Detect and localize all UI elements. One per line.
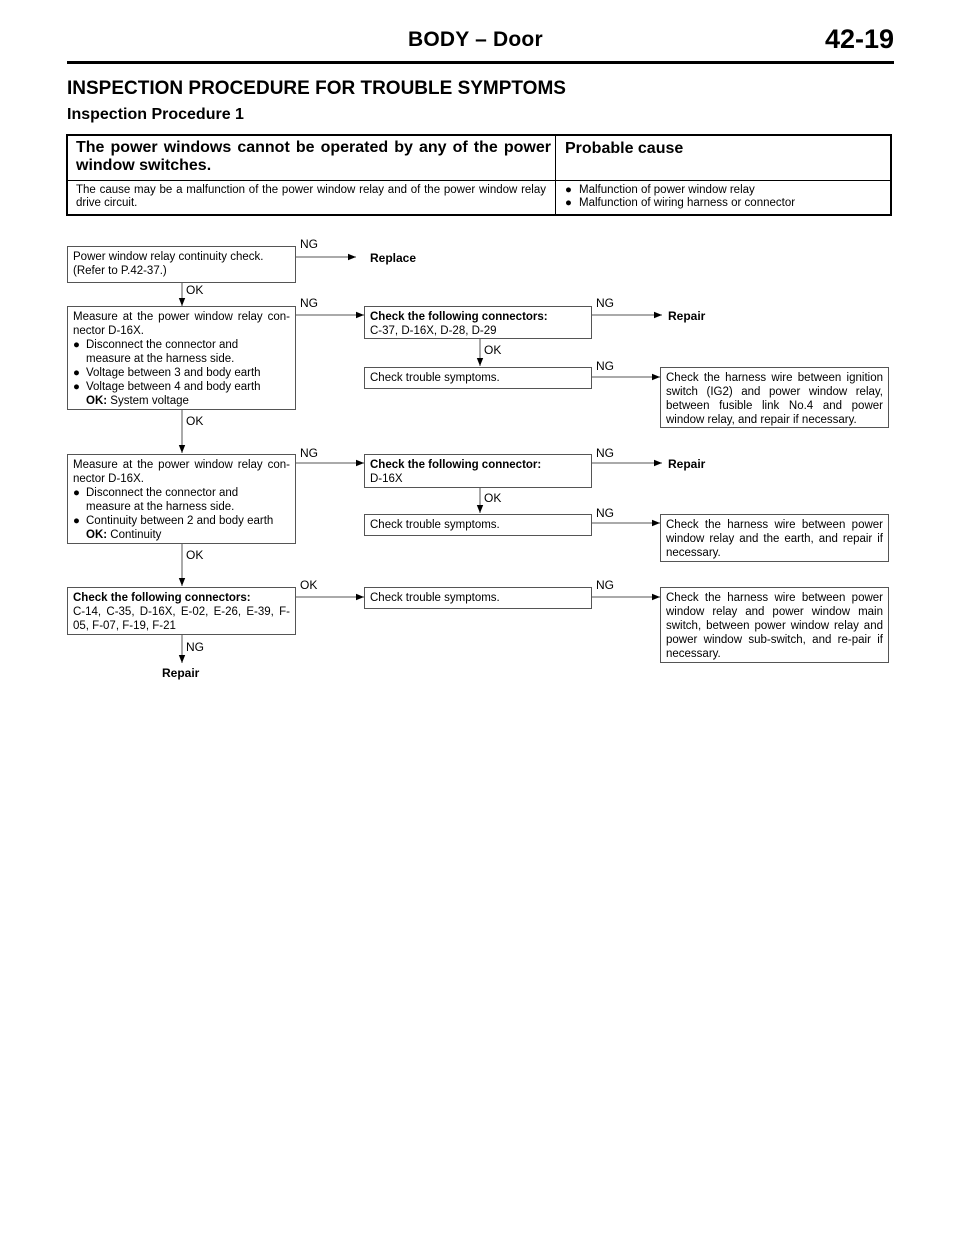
ng-label: NG bbox=[596, 578, 614, 592]
page-number: 42-19 bbox=[824, 24, 894, 54]
bullet-icon: ● bbox=[565, 197, 572, 209]
relay-voltage-measure-box: Measure at the power window relay con-nector D-16X. ● Disconnect the connector and measure at the harness side. ● Voltage between 3 and body earth ● Voltage between 4 and body earth OK: System voltage bbox=[67, 306, 296, 410]
relay-continuity-measure-box: Measure at the power window relay con-nector D-16X. ● Disconnect the connector and measure at the harness side. ● Continuity between 2 and body earth OK: Continuity bbox=[67, 454, 296, 544]
ng-label: NG bbox=[300, 446, 318, 460]
trouble-symptoms-box: Check trouble symptoms. bbox=[364, 514, 592, 536]
trouble-symptoms-box: Check trouble symptoms. bbox=[364, 367, 592, 389]
bullet-icon: ● bbox=[73, 381, 80, 393]
relay-continuity-check-box: Power window relay continuity check. (Refer to P.42-37.) bbox=[67, 246, 296, 283]
ng-label: NG bbox=[300, 237, 318, 251]
result-repair: Repair bbox=[162, 666, 200, 680]
ng-label: NG bbox=[596, 296, 614, 310]
cause-item: ● Malfunction of wiring harness or connector bbox=[565, 197, 796, 209]
ng-label: NG bbox=[596, 506, 614, 520]
ng-label: NG bbox=[300, 296, 318, 310]
ng-label: NG bbox=[186, 640, 204, 654]
symptom-heading: The power windows cannot be operated by any of the power window switches. bbox=[76, 139, 551, 174]
ok-label: OK bbox=[186, 414, 204, 428]
ok-label: OK bbox=[484, 343, 502, 357]
bullet-icon: ● bbox=[565, 184, 572, 196]
connector-check-box: Check the following connectors: C-37, D-16X, D-28, D-29 bbox=[364, 306, 592, 339]
result-repair: Repair bbox=[668, 457, 706, 471]
harness-check-box: Check the harness wire between ignition switch (IG2) and power window relay, between fusible link No.4 and power window relay, and repair if necessary. bbox=[660, 367, 889, 428]
connectors-check-box: Check the following connectors: C-14, C-35, D-16X, E-02, E-26, E-39, F-05, F-07, F-19, F-21 bbox=[67, 587, 296, 635]
bullet-icon: ● bbox=[73, 339, 80, 351]
symptom-description: The cause may be a malfunction of the power window relay and of the power window relay drive circuit. bbox=[76, 184, 546, 209]
probable-cause-heading: Probable cause bbox=[565, 140, 684, 157]
page-header-title: BODY – Door bbox=[408, 28, 543, 51]
bullet-icon: ● bbox=[73, 487, 80, 499]
harness-check-box: Check the harness wire between power window relay and the earth, and repair if necessary. bbox=[660, 514, 889, 562]
ok-label: OK bbox=[186, 548, 204, 562]
section-title: INSPECTION PROCEDURE FOR TROUBLE SYMPTOMS bbox=[67, 78, 566, 99]
bullet-icon: ● bbox=[73, 367, 80, 379]
procedure-title: Inspection Procedure 1 bbox=[67, 106, 244, 123]
ok-label: OK bbox=[186, 283, 204, 297]
result-replace: Replace bbox=[370, 251, 417, 265]
ng-label: NG bbox=[596, 446, 614, 460]
trouble-symptoms-box: Check trouble symptoms. bbox=[364, 587, 592, 609]
bullet-icon: ● bbox=[73, 515, 80, 527]
result-repair: Repair bbox=[668, 309, 706, 323]
ok-label: OK bbox=[300, 578, 318, 592]
ok-label: OK bbox=[484, 491, 502, 505]
cause-item: ● Malfunction of power window relay bbox=[565, 184, 755, 196]
ng-label: NG bbox=[596, 359, 614, 373]
connector-check-box: Check the following connector: D-16X bbox=[364, 454, 592, 488]
harness-check-box: Check the harness wire between power window relay and power window main switch, between power window relay and power window sub-switch, and re-pair if necessary. bbox=[660, 587, 889, 663]
